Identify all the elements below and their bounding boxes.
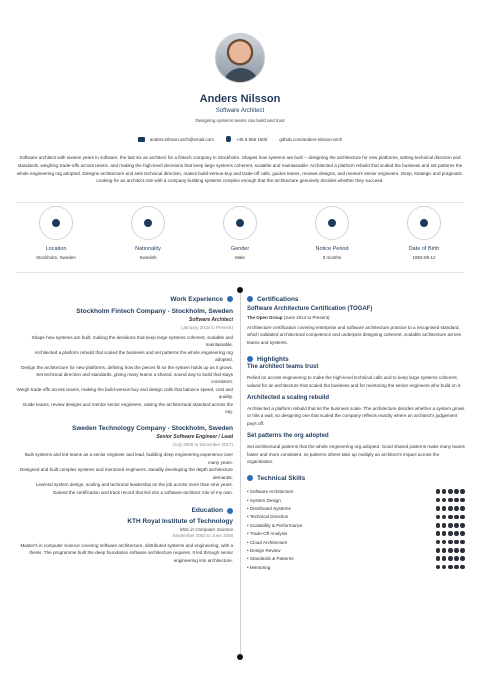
- skill-level-dots: [436, 489, 465, 494]
- skill-row: [247, 513, 465, 521]
- job-dates: (July 2008 to December 2017): [172, 442, 233, 448]
- gear-icon: [247, 296, 253, 302]
- skill-row: [247, 504, 465, 512]
- skill-name: • Software Architecture: [247, 489, 294, 494]
- skill-level-dot: [454, 498, 459, 503]
- skill-level-dot: [442, 556, 447, 561]
- highlight-title: Set patterns the org adopted: [247, 433, 329, 440]
- check-badge-icon: [227, 296, 233, 302]
- job-title: Senior Software Engineer / Lead: [156, 434, 233, 441]
- skill-level-dot: [436, 523, 441, 528]
- skill-level-dot: [454, 506, 459, 511]
- job-dates: (January 2018 to Present): [180, 325, 233, 330]
- cake-icon: [420, 219, 428, 227]
- skill-level-dot: [460, 556, 465, 561]
- skill-level-dot: [460, 498, 465, 503]
- skill-level-dot: [460, 565, 465, 570]
- skill-level-dots: [436, 523, 465, 528]
- job-company: Stockholm Fintech Company - Stockholm, Sweden: [76, 308, 233, 315]
- skill-level-dot: [436, 548, 441, 553]
- mail-icon: [138, 137, 145, 142]
- divider: [16, 202, 464, 203]
- skill-level-dot: [454, 548, 459, 553]
- profile-summary: Software architect with sixteen years in software, the last six as architect for a fintech company in Stockholm. Shapes how systems are built -- designing the architecture for new platforms, setting technical direction and standards, weighing trade-offs across teams, and making the high-level decisions that keep large systems coherent, scalable and maintainable. Architected a platform rebuild that scaled the business and set patterns the whole engineering org adopted. Designs architecture and sets technical direction, makes build-versus-buy and trade-off calls, guides teams, reviews designs, and mentors senior engineers. Deep, strategic and pragmatic. Looking for an architect role with a company building systems complex enough that the architecture genuinely decides whether they succeed.: [16, 155, 464, 184]
- skill-level-dot: [442, 515, 447, 520]
- candidate-name: Anders Nilsson: [199, 93, 281, 105]
- skill-row: [247, 529, 465, 537]
- skill-level-dot: [442, 489, 447, 494]
- skill-level-dots: [436, 556, 465, 561]
- right-column: [247, 294, 465, 571]
- skill-level-dots: [436, 540, 465, 545]
- skill-level-dot: [442, 548, 447, 553]
- skill-row: [247, 521, 465, 529]
- fact-date-of-birth: Date of Birth 1983-09-12: [384, 206, 464, 260]
- timeline-dot: [237, 654, 243, 660]
- person-icon: [236, 219, 244, 227]
- skill-level-dot: [454, 515, 459, 520]
- skill-level-dot: [442, 498, 447, 503]
- skill-level-dot: [448, 523, 453, 528]
- highlight-text: Set architectural patterns that the whole engineering org adopted. Good shared patterns make many teams faster and more consistent, so patterns others take up multiply an architect's impact across the organisation.: [247, 444, 465, 465]
- highlight-item: [247, 395, 465, 427]
- skill-level-dots: [436, 531, 465, 536]
- skill-level-dot: [442, 506, 447, 511]
- skill-level-dots: [436, 565, 465, 570]
- profile-photo: [215, 33, 265, 83]
- timeline-dot: [237, 287, 243, 293]
- candidate-tagline: Designing systems teams can build and trust: [195, 118, 285, 123]
- skill-level-dot: [448, 556, 453, 561]
- skill-level-dot: [454, 556, 459, 561]
- hourglass-icon: [328, 219, 336, 227]
- skill-level-dot: [460, 489, 465, 494]
- skill-name: • Mentoring: [247, 565, 270, 570]
- skill-name: • Technical Direction: [247, 514, 288, 519]
- skill-level-dot: [460, 548, 465, 553]
- candidate-role: Software Architect: [215, 108, 265, 114]
- skill-level-dot: [460, 531, 465, 536]
- job-entry: [16, 425, 233, 495]
- skill-name: • Distributed Systems: [247, 506, 291, 511]
- skill-level-dot: [460, 515, 465, 520]
- fact-nationality: Nationality Swedish: [108, 206, 188, 260]
- skill-level-dot: [436, 489, 441, 494]
- highlight-item: [247, 364, 465, 389]
- job-company: Sweden Technology Company - Stockholm, Sweden: [72, 425, 233, 433]
- skill-row: [247, 496, 465, 504]
- job-bullets: Shape how systems are built, making the decisions that keep large systems coherent, scalable and maintainable. Architected a platform rebuild that scaled the business and set patterns the whole engineering org adopted. Design the architecture for new platforms, defining how the pieces fit so the system holds up as it grows. Set technical direction and standards, giving many teams a shared, sound way to build that stays consistent. Weigh trade-offs across teams, making the build-versus-buy and design calls that balance speed, cost and quality. Guide teams, review designs and mentor senior engineers, raising the architectural standard across the org.: [16, 335, 233, 415]
- contact-email[interactable]: anders.nilsson.arch@email.com: [138, 136, 214, 142]
- skill-level-dot: [454, 531, 459, 536]
- contact-bar: [0, 136, 480, 142]
- skill-level-dot: [442, 565, 447, 570]
- contact-phone[interactable]: +46 8 555 1500: [226, 136, 267, 142]
- skill-row: [247, 555, 465, 563]
- skill-row: [247, 563, 465, 571]
- location-icon: [52, 219, 60, 227]
- education-description: Master's in computer science covering software architecture, distributed systems and engineering, with a thesis. The programme built the deep foundation software architecture requires. It led through senior engineering into architecture.: [20, 542, 233, 563]
- contact-github[interactable]: github.com/anders-nilsson-arch: [279, 136, 343, 142]
- skill-level-dot: [436, 556, 441, 561]
- skill-level-dot: [442, 523, 447, 528]
- section-title-highlights: Highlights: [247, 354, 465, 364]
- skill-level-dot: [448, 489, 453, 494]
- skill-row: [247, 538, 465, 546]
- skill-level-dot: [448, 506, 453, 511]
- skill-name: • System Design: [247, 498, 281, 503]
- skill-level-dot: [454, 489, 459, 494]
- skill-name: • Standards & Patterns: [247, 556, 294, 561]
- skill-row: [247, 487, 465, 495]
- highlight-text: Architected a platform rebuild that let the business scale. The architecture decides whether a system grows or hits a wall, so designing one that scaled the company reflects exactly where an architect's judgement pays off.: [247, 406, 465, 426]
- skill-level-dot: [454, 523, 459, 528]
- skill-level-dot: [448, 498, 453, 503]
- highlight-title: Architected a scaling rebuild: [247, 395, 330, 402]
- skill-level-dot: [448, 548, 453, 553]
- skill-row: [247, 546, 465, 554]
- skill-level-dot: [442, 540, 447, 545]
- skill-level-dot: [436, 531, 441, 536]
- skill-name: • Trade-Off Analysis: [247, 531, 287, 536]
- fact-location: Location Stockholm, Sweden: [16, 206, 96, 260]
- highlight-item: [247, 433, 465, 465]
- highlight-text: Relied on across engineering to make the high-level technical calls and to keep large systems coherent, valued for an architecture that scaled the business and for mentoring the senior engineers who build on it.: [247, 375, 462, 388]
- graduation-cap-icon: [227, 508, 233, 514]
- degree: MSc in Computer Science: [179, 526, 233, 532]
- education-dates: September 2003 to June 2008: [172, 532, 233, 538]
- skill-level-dot: [448, 531, 453, 536]
- section-title-education: Education: [16, 506, 233, 516]
- skill-level-dot: [448, 540, 453, 545]
- fact-notice-period: Notice Period 3 months: [292, 206, 372, 260]
- skill-level-dot: [448, 515, 453, 520]
- skill-level-dots: [436, 515, 465, 520]
- school-name: KTH Royal Institute of Technology: [127, 517, 233, 525]
- skill-level-dot: [460, 523, 465, 528]
- skill-level-dot: [436, 565, 441, 570]
- skill-level-dots: [436, 498, 465, 503]
- skill-level-dot: [436, 540, 441, 545]
- skill-name: • Cloud Architecture: [247, 540, 287, 545]
- fact-gender: Gender Male: [200, 206, 280, 260]
- left-column: [16, 294, 233, 564]
- skill-level-dots: [436, 506, 465, 511]
- certification-issuer: The Open Group (June 2014 to Present): [247, 315, 330, 320]
- skill-level-dot: [436, 515, 441, 520]
- section-title-certifications: Certifications: [247, 294, 465, 304]
- personal-facts: [16, 206, 464, 260]
- skill-level-dot: [436, 498, 441, 503]
- phone-icon: [226, 136, 231, 142]
- job-bullets: Built systems and led teams as a senior engineer and lead, building deep engineering experience over many years. Designed and built complex systems and mentored engineers, steadily developing the depth architecture demands. Learned system design, scaling and technical leadership on the job across more than nine years. Gained the certification and track record that led into a software-architect role of my own.: [20, 452, 233, 495]
- skill-name: • Design Review: [247, 548, 281, 553]
- star-icon: [247, 356, 253, 362]
- skill-level-dot: [454, 540, 459, 545]
- section-title-skills: Technical Skills: [247, 473, 465, 483]
- divider: [16, 272, 464, 273]
- highlight-title: The architect teams trust: [247, 364, 319, 371]
- flag-icon: [144, 219, 152, 227]
- skill-level-dot: [448, 565, 453, 570]
- skill-level-dots: [436, 548, 465, 553]
- skill-level-dot: [460, 540, 465, 545]
- job-entry: [16, 308, 233, 415]
- certification-name: Software Architecture Certification (TOGAF): [247, 306, 373, 312]
- skill-level-dot: [454, 565, 459, 570]
- job-title: Software Architect: [189, 317, 233, 323]
- skill-level-dot: [460, 506, 465, 511]
- timeline-line: [240, 290, 241, 655]
- skill-level-dot: [442, 531, 447, 536]
- skills-list: [247, 487, 465, 571]
- skill-name: • Scalability & Performance: [247, 523, 303, 528]
- skill-level-dot: [436, 506, 441, 511]
- section-title-experience: Work Experience: [16, 294, 233, 304]
- certification-description: Architecture certification covering enterprise and software architecture practice to a recognised standard, which validated architectural competence and underpins designing coherent, scalable architecture across teams and systems.: [247, 325, 461, 345]
- code-icon: [247, 475, 253, 481]
